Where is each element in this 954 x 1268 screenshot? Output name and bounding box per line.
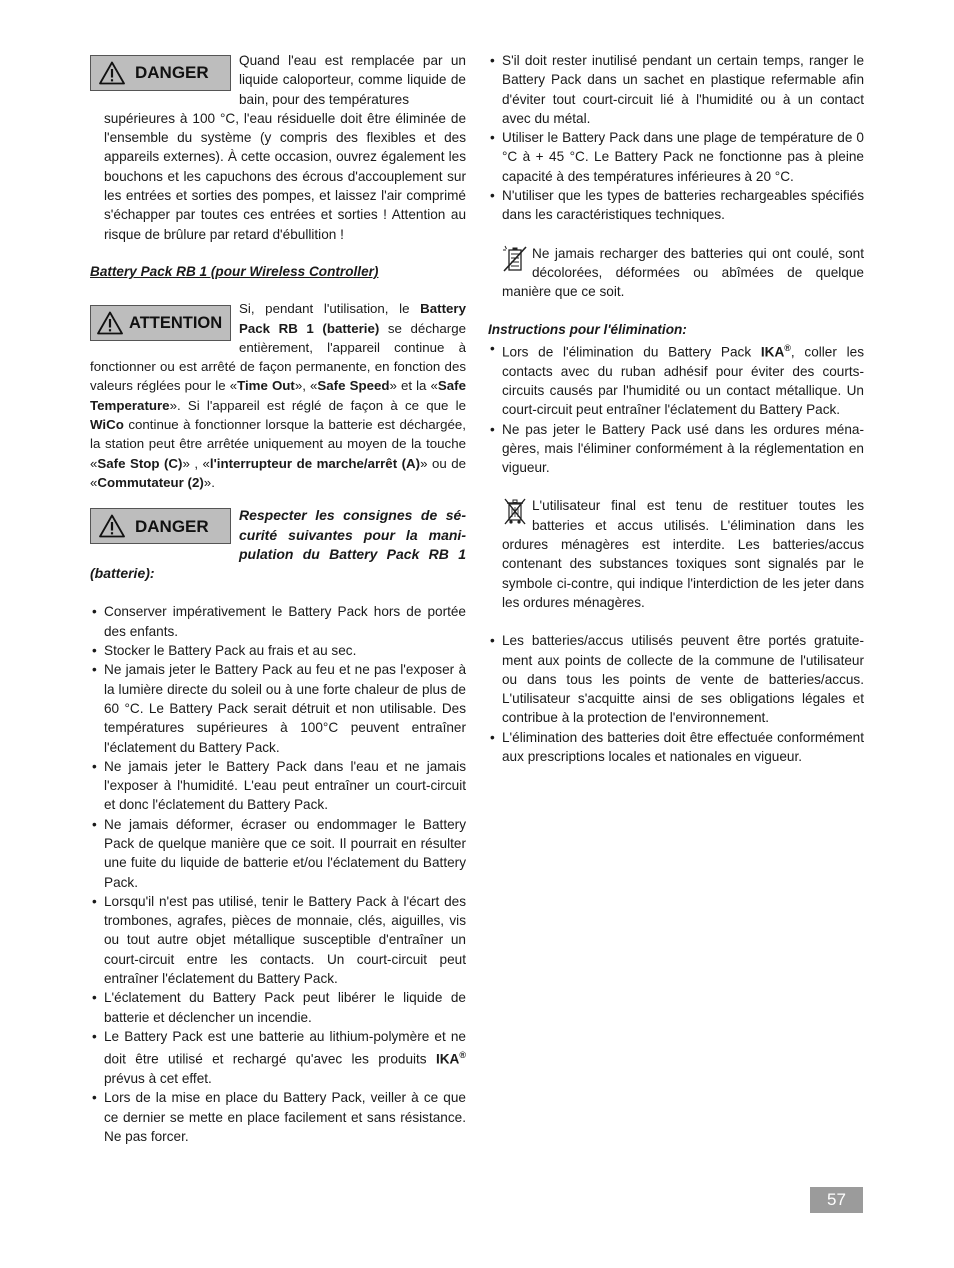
no-recharge-note [502, 244, 864, 302]
no-recharge-text: Ne jamais recharger des batteries qui ont coulé, sont décolorées, déformées ou abîmées de quelque manière que ce soit. [502, 245, 864, 300]
attention-label-box [90, 305, 231, 341]
collection-bullet-list [488, 631, 864, 766]
list-item: • Ne jamais jeter le Battery Pack au feu et ne pas l'exposer à la lumière directe du soleil ou à une forte chaleur de plus de 60 °C. Le Battery Pack serait détruit et non utilisable. Des températures supérieures à 100°C peuvent entraîner l'éclatement du Battery Pack. [90, 660, 466, 756]
disposal-bullet-list [488, 339, 864, 478]
list-item: • Les batteries/accus utilisés peuvent être portés gratuitement aux points de collecte de la commune de l'utilisateur ou dans tous les points de vente de batteries/accus. L'utilisateur s'acquitte ainsi de ses obligations légales et contribue à la protection de l'environnement. [488, 631, 864, 727]
list-item: • Ne jamais déformer, écraser ou endommager le Battery Pack de quelque manière que ce soit. Il pourrait en résulter une fuite du liquide de batterie et/ou l'éclatement du Battery Pack. [90, 815, 466, 892]
attention-text: Si, pendant l'utilisation, le Battery Pack RB 1 (batterie) se décharge entièrement, l'appareil continue à fonctionner ou est arrêté de façon permanente, en fonction des valeurs réglées pour le «Time Out», «Safe Speed» et la «Safe Temperature». Si l'appareil est réglé de façon à ce que le WiCo continue à fonctionner lorsque la batterie est déchargée, la station peut être arrêtée uniquement au moyen de la touche «Safe Stop (C)» , «l'interrupteur de marche/arrêt (A)» ou de «Commutateur (2)». [90, 301, 467, 490]
danger-label-box [90, 55, 231, 91]
danger-block-1 [90, 51, 466, 244]
list-item: • Lorsqu'il n'est pas utilisé, tenir le Battery Pack à l'écart des trombones, agrafes, pièces de monnaie, clés, aiguilles, vis ou tout autre objet métallique susceptible d'entraîner un court-circuit entre les contacts. Un court-circuit peut entraîner l'éclatement du Battery Pack. [90, 892, 466, 988]
crossed-out-bin-icon [502, 496, 528, 526]
bin-text: L'utilisateur final est tenu de restituer toutes les batteries et accus utilisés. L'élimination dans les ordures ménagères est interdite. Les batteries/accus contenant des substances toxiques sont signalés par le symbole ci-contre, qui indique l'interdiction de les jeter dans les ordures ménagères. [502, 498, 864, 610]
safety-bullet-list [90, 602, 466, 1146]
danger-1-head: Quand l'eau est remplacée par un liquide caloporteur, comme liquide de bain, pour des températures [239, 53, 466, 107]
list-item: • Lors de l'élimination du Battery Pack IKA®, coller les contacts avec du ruban adhésif pour éviter des courts-circuits causés par l'humidité ou un contact métallique. Un court-circuit peut entraîner l'éclatement du Battery Pack. [488, 339, 864, 420]
warning-triangle-icon [99, 514, 125, 538]
danger-1-body: supérieures à 100 °C, l'eau résiduelle doit être éliminée de l'ensemble du système (y compris des flexibles et des appareils externes). À cette occasion, ouvrez également les bouchons et les capuchons des écrous d'accouplement sur les entrées et sorties des pompes, et laissez l'air comprimé s'échapper par toutes ces entrées et sorties ! Attention au risque de brûlure par retard d'ébullition ! [104, 110, 466, 242]
danger-block-2 [90, 506, 466, 583]
danger-2-text: Respecter les consignes de sécurité suivantes pour la manipulation du Battery Pack RB 1 (batterie): [90, 507, 466, 582]
danger-label: DANGER [135, 516, 209, 536]
list-item: • Le Battery Pack est une batterie au lithium-polymère et ne doit être utilisé et rechargé qu'avec les produits IKA® prévus à cet effet. [90, 1027, 466, 1088]
list-item: • Stocker le Battery Pack au frais et au sec. [90, 641, 466, 660]
section-heading: Battery Pack RB 1 (pour Wireless Controller) [90, 263, 379, 279]
left-column [90, 51, 466, 1146]
list-item: • Ne pas jeter le Battery Pack usé dans les ordures ménagères, mais l'éliminer conformément à la réglementation en vigueur. [488, 420, 864, 478]
danger-label: DANGER [135, 63, 209, 83]
danger-label-box [90, 508, 231, 544]
list-item: • Conserver impérativement le Battery Pack hors de portée des enfants. [90, 602, 466, 641]
list-item: • L'éclatement du Battery Pack peut libérer le liquide de batterie et déclencher un incendie. [90, 988, 466, 1027]
list-item: • Lors de la mise en place du Battery Pack, veiller à ce que ce dernier se mette en place facilement et sans résistance. Ne pas forcer. [90, 1088, 466, 1146]
list-item: • N'utiliser que les types de batteries rechargeables spécifiés dans les caractéristiques techniques. [488, 186, 864, 225]
page-number: 57 [810, 1187, 863, 1213]
list-item: • L'élimination des batteries doit être effectuée conformément aux prescriptions locales et nationales en vigueur. [488, 728, 864, 767]
attention-block [90, 299, 466, 492]
no-battery-recharge-icon [502, 244, 528, 274]
bin-note [502, 496, 864, 612]
disposal-heading: Instructions pour l'élimination: [488, 321, 687, 337]
list-item: • S'il doit rester inutilisé pendant un certain temps, ranger le Battery Pack dans un sachet en plastique refermable afin d'éviter tout court-circuit lié à l'humidité ou à un contact avec du métal. [488, 51, 864, 128]
storage-bullet-list [488, 51, 864, 225]
list-item: • Utiliser le Battery Pack dans une plage de température de 0 °C à + 45 °C. Le Battery Pack ne fonctionne pas à pleine capacité à des températures inférieures à 20 °C. [488, 128, 864, 186]
list-item: • Ne jamais jeter le Battery Pack dans l'eau et ne jamais l'exposer à l'humidité. L'eau peut entraîner un court-circuit et donc l'éclatement du Battery Pack. [90, 757, 466, 815]
attention-label: ATTENTION [129, 313, 223, 332]
warning-triangle-icon [99, 61, 125, 85]
warning-triangle-icon [97, 311, 123, 335]
right-column [488, 51, 864, 766]
